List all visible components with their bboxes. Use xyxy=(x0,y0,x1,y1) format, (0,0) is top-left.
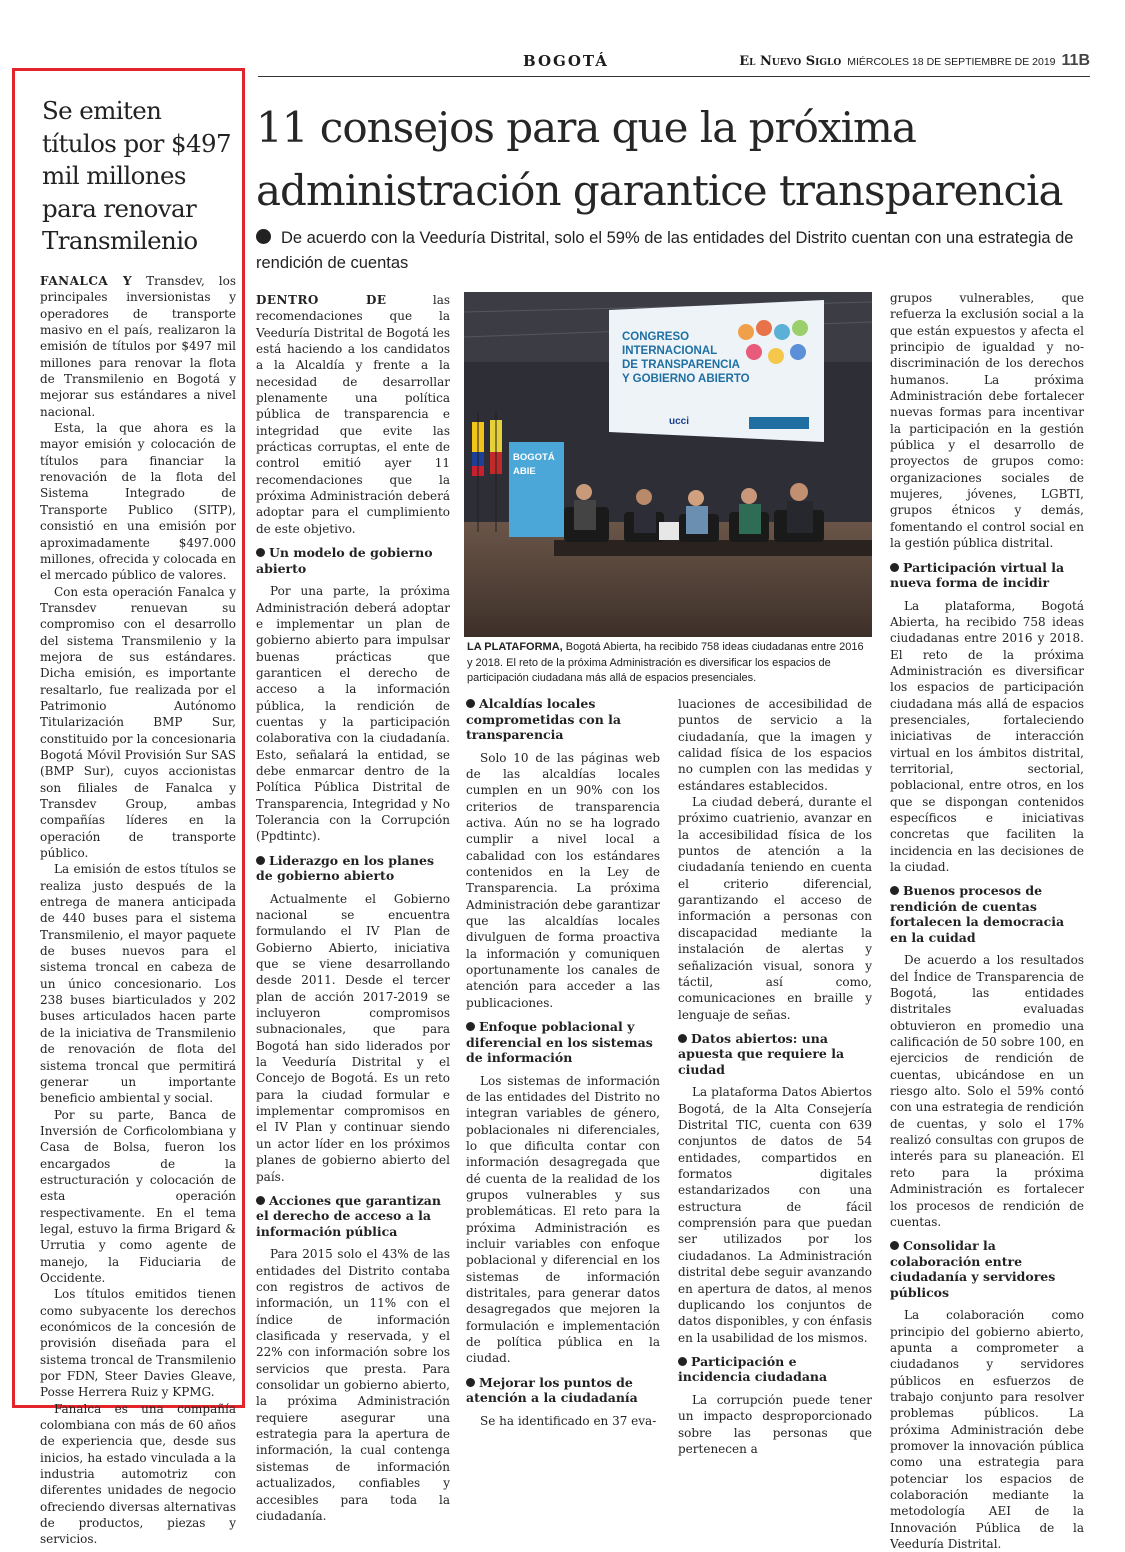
paragraph: Solo 10 de las páginas web de las alcaldías locales cumplen en un 90% con los criterios de transparencia activa. Aún no se ha logrado cumplir a nivel local a cabalidad con los estándares contenidos en la Ley de Transparencia. La próxima Administración debe garantizar que las alcaldías locales divulguen de forma proactiva la información y comuniquen oportunamente los canales de atención para acceder a las publicaciones. xyxy=(466,750,660,1010)
article-dek: De acuerdo con la Veeduría Distrital, solo el 59% de las entidades del Distrito cuentan con una estrategia de rendición de cuentas xyxy=(256,229,1074,272)
subhead: Enfoque poblacional y diferencial en los sistemas de información xyxy=(466,1019,653,1065)
sign-text: ABIE xyxy=(513,466,536,477)
screen-logo: ucci xyxy=(669,416,690,427)
sidebar-paragraph: Esta, la que ahora es la mayor emisión y colocación de títulos para financiar la renovación de la flota del Sistema Integrado de Transporte Publico (SITP), consistió en una emisión por aproximadamente $497.000 millones, ofrecida y colocada en el mercado público de valores. xyxy=(40,421,236,583)
sidebar-paragraph: FANALCA Y Transdev, los principales inversionistas y operadores de transporte masivo en el país, realizaron la emisión de títulos por $497 mil millones para renovar la flota de Transmilenio en Bogotá y mejorar sus estándares a nivel nacional. xyxy=(40,274,236,419)
article-column-3 xyxy=(678,696,872,1457)
bullet-icon xyxy=(256,856,265,865)
subhead: Consolidar la colaboración entre ciudadanía y servidores públicos xyxy=(890,1238,1056,1300)
paragraph: La corrupción puede tener un impacto desproporcionado sobre las personas que pertenecen a xyxy=(678,1392,872,1456)
paragraph: La ciudad deberá, durante el próximo cuatrienio, avanzar en la accesibilidad física de los puntos de atención a la ciudadanía teniendo en cuenta el criterio diferencial, garantizando el acceso de información a personas con discapacidad mediante la instalación de alertas y señalización visual, sonora y táctil, así como, comunicaciones en braille y lenguaje de señas. xyxy=(678,795,872,1022)
subhead: Liderazgo en los planes de gobierno abierto xyxy=(256,852,434,884)
paragraph: De acuerdo a los resultados del Índice de Transparencia de Bogotá, las entidades distritales evaluadas obtuvieron en promedio una calificación de 50 sobre 100, en ejercicios de rendición de cuentas, ubicándose en un riesgo alto. Solo el 59% contó con una estrategia de rendición de cuentas, y solo el 17% realizó consultas con grupos de interés para su planeación. El reto para la próxima Administración es fortalecer los procesos de rendición de cuentas. xyxy=(890,953,1084,1229)
subhead: Participación e incidencia ciudadana xyxy=(678,1353,828,1385)
sidebar-paragraph: Los títulos emitidos tienen como subyacente los derechos económicos de la concesión de provisión diseñada para el sistema troncal de Transmilenio por FDN, Steer Davies Gleave, Posse Herrera Ruiz y KPMG. xyxy=(40,1287,236,1400)
bullet-icon xyxy=(890,563,899,572)
bullet-icon xyxy=(466,1378,475,1387)
subhead: Participación virtual la nueva forma de incidir xyxy=(890,559,1065,590)
paragraph: Los sistemas de información de las entidades del Distrito no integran variables de género, poblacionales ni diferenciales, lo que dificulta contar con información desagregada que dé cuenta de la realidad de los grupos vulnerables y sus problemáticas. El reto para la próxima Administración es incluir variables con enfoque poblacional y diferencial en los sistemas de información distritales, para generar datos desagregados que mejoren la formulación e implementación de política pública en la ciudad. xyxy=(466,1073,660,1366)
paragraph: Se ha identificado en 37 eva- xyxy=(480,1413,657,1428)
header-right xyxy=(739,52,1090,70)
masthead: El Nuevo Siglo xyxy=(739,54,842,69)
issue-date: MIÉRCOLES 18 DE SEPTIEMBRE DE 2019 xyxy=(847,56,1056,68)
bullet-icon xyxy=(678,1034,687,1043)
bullet-icon xyxy=(256,229,271,244)
conference-photo-illustration xyxy=(464,292,872,637)
screen-title-line: DE TRANSPARENCIA xyxy=(622,359,740,371)
bullet-icon xyxy=(256,548,265,557)
sidebar-paragraph: Fanalca es una compañía colombiana con más de 60 años de experiencia que, desde sus inicios, ha estado vinculada a la industria automotriz con diferentes unidades de negocio ofreciendo diversas alternativas de productos, piezas y servicios. xyxy=(40,1401,236,1547)
article-headline: 11 consejos para que la próxima administración garantice transparencia xyxy=(256,103,1063,215)
paragraph: luaciones de accesibilidad de puntos de servicio a la ciudadanía, que la imagen y calidad física de los espacios no cumplen con las medidas y estándares establecidos. xyxy=(678,697,872,793)
section-name: BOGOTÁ xyxy=(523,52,609,70)
paragraph: Por una parte, la próxima Administración deberá adoptar e implementar un plan de gobierno abierto para impulsar buenas prácticas que garanticen el derecho de acceso a la información pública, la rendición de cuentas y la participación colaborativa con la ciudadanía. Esto, señalará la entidad, se debe enmarcar dentro de la Política Pública Distrital de Transparencia, Integridad y No Tolerancia con la Corrupción (Ppdtintc). xyxy=(256,584,450,844)
page-header xyxy=(258,52,1090,77)
photo-caption: LA PLATAFORMA, Bogotá Abierta, ha recibido 758 ideas ciudadanas entre 2016 y 2018. El reto de la próxima Administración es diversificar los espacios de participación ciudadana más allá de espacios presenciales. xyxy=(467,641,864,684)
sign-text: BOGOTÁ xyxy=(513,452,555,463)
screen-title-line: Y GOBIERNO ABIERTO xyxy=(622,373,750,385)
screen-title-line: CONGRESO xyxy=(622,331,690,343)
subhead: Mejorar los puntos de atención a la ciudadanía xyxy=(466,1374,638,1406)
paragraph: La plataforma Datos Abiertos Bogotá, de la Alta Consejería Distrital TIC, cuenta con 639 conjuntos de datos de 54 entidades, compartidos en formatos digitales estandarizados con una estructura de fácil comprensión para que puedan ser utilizados por los ciudadanos. La Administración distrital debe seguir avanzando en apertura de datos, al menos duplicando los conjuntos de datos disponibles, y con énfasis en la usabilidad de los mismos. xyxy=(678,1085,872,1345)
bullet-icon xyxy=(466,699,475,708)
article-lead: DENTRO DE xyxy=(256,293,387,307)
bullet-icon xyxy=(890,1241,899,1250)
paragraph: grupos vulnerables, que refuerza la exclusión social a la que están expuestos y afecta el principio de igualdad y no-discriminación de los derechos humanos. La próxima Administración debe fortalecer nuevas formas para incentivar la participación en la gestión pública y el desarrollo de proyectos de grupos como: organizaciones sociales de mujeres, jóvenes, LGBTI, grupos étnicos y demás, fomentando el control social en la gestión pública distrital. xyxy=(890,291,1084,551)
caption-lead: LA PLATAFORMA, xyxy=(467,641,563,653)
bullet-icon xyxy=(256,1196,265,1205)
sidebar-lead: FANALCA Y xyxy=(40,274,133,288)
subhead: Un modelo de gobierno abierto xyxy=(256,545,433,576)
paragraph: Para 2015 solo el 43% de las entidades del Distrito contaba con registros de activos de información, un 11% con el índice de información clasificada y reservada, y el 22% con información sobre los servicios que presta. Para consolidar un gobierno abierto, la próxima Administración requiere asegurar una estrategia para la apertura de información, la cual contenga sistemas de información actualizados, confiables y accesibles para toda la ciudadanía. xyxy=(256,1247,450,1523)
subhead: Acciones que garantizan el derecho de acceso a la información pública xyxy=(256,1192,441,1239)
article-column-4 xyxy=(890,290,1084,1552)
sidebar-paragraph: Con esta operación Fanalca y Transdev renuevan su compromiso con el desarrollo del sistema Transmilenio y la mejora de sus estándares. Dicha emisión, es importante resaltarlo, fue realizada por el Patrimonio Autónomo Titularización BMP Sur, constituido por la concesionaria Bogotá Móvil Provisión Sur SAS (BMP Sur), cuyos accionistas son filiales de Fanalca y Transdev Group, ambas compañías líderes en la operación de transporte público. xyxy=(40,584,236,861)
conference-photo xyxy=(464,292,872,637)
subhead: Datos abiertos: una apuesta que requiere la ciudad xyxy=(678,1030,845,1077)
bullet-icon xyxy=(678,1357,687,1366)
paragraph: La plataforma, Bogotá Abierta, ha recibido 758 ideas ciudadanas entre 2016 y 2018. El reto de la próxima Administración es diversificar los espacios de participación ciudadana más allá de espacios presenciales, fortaleciendo iniciativas de interacción virtual en los ámbitos distrital, territorial, sectorial, poblacional, entre otros, en los que se dispongan contenidos específicos e iniciativas concretas que faciliten la incidencia en las decisiones de la ciudad. xyxy=(890,598,1084,874)
page-number: 11B xyxy=(1061,52,1090,69)
paragraph: La colaboración como principio del gobierno abierto, apunta a comprometer a ciudadanos y servidores públicos en esfuerzos de trabajo conjunto para resolver problemas públicos. La próxima Administración debe promover la innovación pública como una estrategia para potenciar los espacios de colaboración mediante la metodología AEI de la Innovación Pública de la Veeduría Distrital. xyxy=(890,1308,1084,1551)
screen-title-line: INTERNACIONAL xyxy=(622,345,718,357)
sidebar-body xyxy=(40,273,236,1548)
bullet-icon xyxy=(466,1022,475,1031)
sidebar-title: Se emiten títulos por $497 mil millones para renovar Transmilenio xyxy=(42,96,231,255)
paragraph: DENTRO DE las recomendaciones que la Veeduría Distrital de Bogotá les está haciendo a los candidatos a la Alcaldía y frente a la necesidad de desarrollar plenamente una política pública de transparencia e integridad que evite las prácticas corruptas, el ente de control emitió ayer 11 recomendaciones que la próxima Administración deberá adoptar para el cumplimiento de este objetivo. xyxy=(256,293,451,536)
paragraph: Actualmente el Gobierno nacional se encuentra formulando el IV Plan de Gobierno Abierto, iniciativa que se viene desarrollando desde 2011. Desde el tercer plan de acción 2017-2019 se incluyeron compromisos subnacionales, que para Bogotá han sido liderados por la Veeduría Distrital y el Concejo de Bogotá. Es un reto para la ciudad formular e implementar compromisos en el IV Plan y continuar siendo un actor líder en los próximos planes de gobierno abierto del país. xyxy=(256,891,450,1184)
sidebar-paragraph: Por su parte, Banca de Inversión de Corficolombiana y Casa de Bolsa, fueron los encargados de la estructuración y colocación de esta operación respectivamente. En el tema legal, estuvo la firma Brigard & Urrutia y como agente de manejo, la Fiduciaria de Occidente. xyxy=(40,1107,236,1285)
article-column-1 xyxy=(256,292,450,1524)
subhead: Buenos procesos de rendición de cuentas fortalecen la democracia en la cuidad xyxy=(890,883,1065,945)
subhead: Alcaldías locales comprometidas con la transparencia xyxy=(466,696,622,742)
sidebar-paragraph: La emisión de estos títulos se realiza justo después de la entrega de manera anticipada de 440 buses para el sistema Transmilenio, el mayor paquete de buses nuevos para el sistema troncal en cabeza de un único concesionario. Los 238 buses biarticulados y 202 buses articulados hacen parte de la iniciativa de Transmilenio de renovación de flota del sistema troncal que permitirá generar un importante beneficio ambiental y social. xyxy=(40,862,236,1106)
article-column-2 xyxy=(466,690,660,1429)
bullet-icon xyxy=(890,886,899,895)
